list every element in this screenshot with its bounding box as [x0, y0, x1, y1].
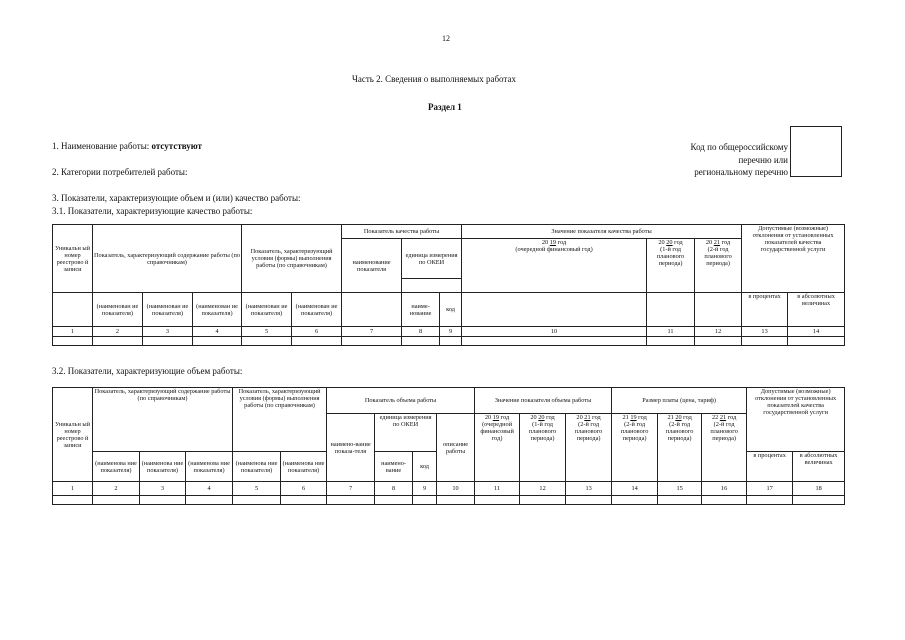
heading-quality: 3.1. Показатели, характеризующие качество работы:: [52, 206, 253, 216]
table-cell[interactable]: [233, 496, 281, 505]
work-name-value: отсутствуют: [151, 141, 202, 151]
subheader-blank: [462, 293, 647, 327]
table-cell[interactable]: [566, 496, 612, 505]
fee-header: Размер платы (цена, тариф): [612, 388, 747, 414]
classifier-code-box[interactable]: [790, 126, 842, 177]
table-cell[interactable]: [612, 496, 658, 505]
column-number: 5: [242, 327, 292, 337]
conditions-header: Показатель, характеризующий условия (формы) выполнения работы (по справочникам): [233, 388, 327, 452]
work-name-field: [52, 141, 202, 151]
table-cell[interactable]: [695, 337, 742, 346]
quality-header: Показатель качества работы: [342, 225, 462, 239]
unit-header: единица измерения по ОКЕИ: [375, 414, 437, 452]
classifier-code-label: [640, 141, 788, 179]
content-header: Показатель, характеризующий содержание работы (по справочникам): [93, 388, 233, 452]
indicator-name-sub: (наименован ие показателя): [292, 293, 342, 327]
description-header: описание работы: [437, 414, 475, 482]
table-row[interactable]: [53, 337, 845, 346]
column-number: 17: [747, 482, 793, 496]
table-cell[interactable]: [702, 496, 747, 505]
column-number: 15: [658, 482, 702, 496]
subheader-blank: [53, 293, 93, 327]
table-cell[interactable]: [647, 337, 695, 346]
absolute-header: в абсолютных величинах: [793, 452, 845, 482]
quality-value-header: Значение показателя качества работы: [462, 225, 742, 239]
indicator-name-header: наимено-вание показа-теля: [327, 414, 375, 482]
column-number: 3: [143, 327, 193, 337]
part-title: Часть 2. Сведения о выполняемых работах: [352, 74, 516, 84]
column-number: 8: [402, 327, 440, 337]
column-number: 6: [292, 327, 342, 337]
volume-table: [52, 387, 845, 505]
unit-code-header: код: [440, 293, 462, 327]
year-plan1-header: 20 20 год (1-й год планового периода): [647, 239, 695, 293]
table-cell[interactable]: [462, 337, 647, 346]
table-cell[interactable]: [402, 337, 440, 346]
table-cell[interactable]: [93, 496, 140, 505]
indicator-name-sub: (наименова ние показателя): [140, 452, 186, 482]
subheader-blank: [647, 293, 695, 327]
indicator-name-header: наименование показателя: [342, 239, 402, 293]
quality-table: [52, 224, 845, 346]
unique-number-header: Уникальн ый номер реестрово й записи: [53, 388, 93, 482]
table-cell[interactable]: [53, 496, 93, 505]
column-number: 13: [742, 327, 788, 337]
table-cell[interactable]: [437, 496, 475, 505]
column-number-row: [53, 327, 845, 337]
indicator-name-sub: (наименован ие показателя): [193, 293, 242, 327]
column-number: 8: [375, 482, 413, 496]
unit-name-header: наимено-вание: [375, 452, 413, 482]
column-number: 7: [327, 482, 375, 496]
percent-header: в процентах: [747, 452, 793, 482]
column-number: 13: [566, 482, 612, 496]
table-cell[interactable]: [53, 337, 93, 346]
year-plan2-header: 20 21 год (2-й год планового периода): [695, 239, 742, 293]
column-number: 4: [193, 327, 242, 337]
indicator-name-sub: (наименова ние показателя): [281, 452, 327, 482]
column-number: 10: [437, 482, 475, 496]
volume-year-plan1-header: 20 20 год (1-й год планового периода): [520, 414, 566, 482]
subheader-blank: [342, 293, 402, 327]
deviation-header: Допустимые (возможные) отклонения от установленных показателей качества государственной услуги: [742, 225, 845, 293]
conditions-header: Показатель, характеризующий условия (формы) выполнения работы (по справочникам): [242, 225, 342, 293]
indicator-name-sub: (наименова ние показателя): [233, 452, 281, 482]
absolute-header: в абсолютных величинах: [788, 293, 845, 327]
table-cell[interactable]: [788, 337, 845, 346]
column-number: 14: [612, 482, 658, 496]
heading-indicators: 3. Показатели, характеризующие объем и (или) качество работы:: [52, 193, 301, 203]
column-number: 7: [342, 327, 402, 337]
volume-header: Показатель объема работы: [327, 388, 475, 414]
code-line-3: региональному перечню: [694, 167, 788, 177]
year-current-header: 20 19 год (очередной финансовый год): [462, 239, 647, 293]
unique-number-header: Уникальн ый номер реестрово й записи: [53, 225, 93, 293]
fee-year-2-header: 21 20 год (2-й год планового периода): [658, 414, 702, 482]
table-cell[interactable]: [793, 496, 845, 505]
table-cell[interactable]: [342, 337, 402, 346]
code-line-1: Код по общероссийскому: [690, 142, 788, 152]
table-cell[interactable]: [475, 496, 520, 505]
volume-year-plan2-header: 20 21 год (2-й год планового периода): [566, 414, 612, 482]
column-number: 6: [281, 482, 327, 496]
indicator-name-sub: (наименован ие показателя): [143, 293, 193, 327]
column-number: 18: [793, 482, 845, 496]
table-cell[interactable]: [281, 496, 327, 505]
content-header: Показатель, характеризующий содержание работы (по справочникам): [93, 225, 242, 293]
table-cell[interactable]: [186, 496, 233, 505]
column-number: 11: [475, 482, 520, 496]
column-number: 5: [233, 482, 281, 496]
work-name-label: 1. Наименование работы:: [52, 141, 152, 151]
fee-year-3-header: 22 21 год (2-й год планового периода): [702, 414, 747, 482]
volume-year-current-header: 20 19 год (очередной финансовый год): [475, 414, 520, 482]
table-row[interactable]: [53, 496, 845, 505]
indicator-name-sub: (наименова ние показателя): [93, 452, 140, 482]
section-title: Раздел 1: [428, 102, 462, 112]
indicator-name-sub: (наименован ие показателя): [242, 293, 292, 327]
unit-name-header: наиме-нование: [402, 293, 440, 327]
column-number: 10: [462, 327, 647, 337]
volume-value-header: Значение показателя объема работы: [475, 388, 612, 414]
table-cell[interactable]: [742, 337, 788, 346]
percent-header: в процентах: [742, 293, 788, 327]
page-number: 12: [442, 34, 450, 43]
indicator-name-sub: (наименова ние показателя): [186, 452, 233, 482]
fee-year-1-header: 21 19 год (2-й год планового периода): [612, 414, 658, 482]
table-cell[interactable]: [140, 496, 186, 505]
column-number: 1: [53, 482, 93, 496]
consumer-category-label: 2. Категории потребителей работы:: [52, 167, 188, 177]
table-cell[interactable]: [440, 337, 462, 346]
table-cell[interactable]: [143, 337, 193, 346]
table-cell[interactable]: [327, 496, 375, 505]
column-number-row: [53, 482, 845, 496]
table-cell[interactable]: [193, 337, 242, 346]
code-line-2: перечню или: [738, 154, 788, 165]
indicator-name-sub: (наименован ие показателя): [93, 293, 143, 327]
subheader-blank: [695, 293, 742, 327]
column-number: 2: [93, 327, 143, 337]
column-number: 16: [702, 482, 747, 496]
table-cell[interactable]: [292, 337, 342, 346]
column-number: 12: [695, 327, 742, 337]
table-cell[interactable]: [520, 496, 566, 505]
heading-volume: 3.2. Показатели, характеризующие объем работы:: [52, 366, 243, 376]
table-cell[interactable]: [242, 337, 292, 346]
column-number: 9: [413, 482, 437, 496]
table-cell[interactable]: [413, 496, 437, 505]
unit-header: единица измерения по ОКЕИ: [402, 239, 462, 279]
column-number: 11: [647, 327, 695, 337]
unit-code-header: код: [413, 452, 437, 482]
column-number: 9: [440, 327, 462, 337]
column-number: 12: [520, 482, 566, 496]
table-cell[interactable]: [658, 496, 702, 505]
column-number: 4: [186, 482, 233, 496]
deviation-header: Допустимые (возможные) отклонения от установленных показателей качества государственной услуги: [747, 388, 845, 452]
column-number: 14: [788, 327, 845, 337]
table-cell[interactable]: [375, 496, 413, 505]
column-number: 1: [53, 327, 93, 337]
table-cell[interactable]: [93, 337, 143, 346]
table-cell[interactable]: [747, 496, 793, 505]
column-number: 3: [140, 482, 186, 496]
column-number: 2: [93, 482, 140, 496]
